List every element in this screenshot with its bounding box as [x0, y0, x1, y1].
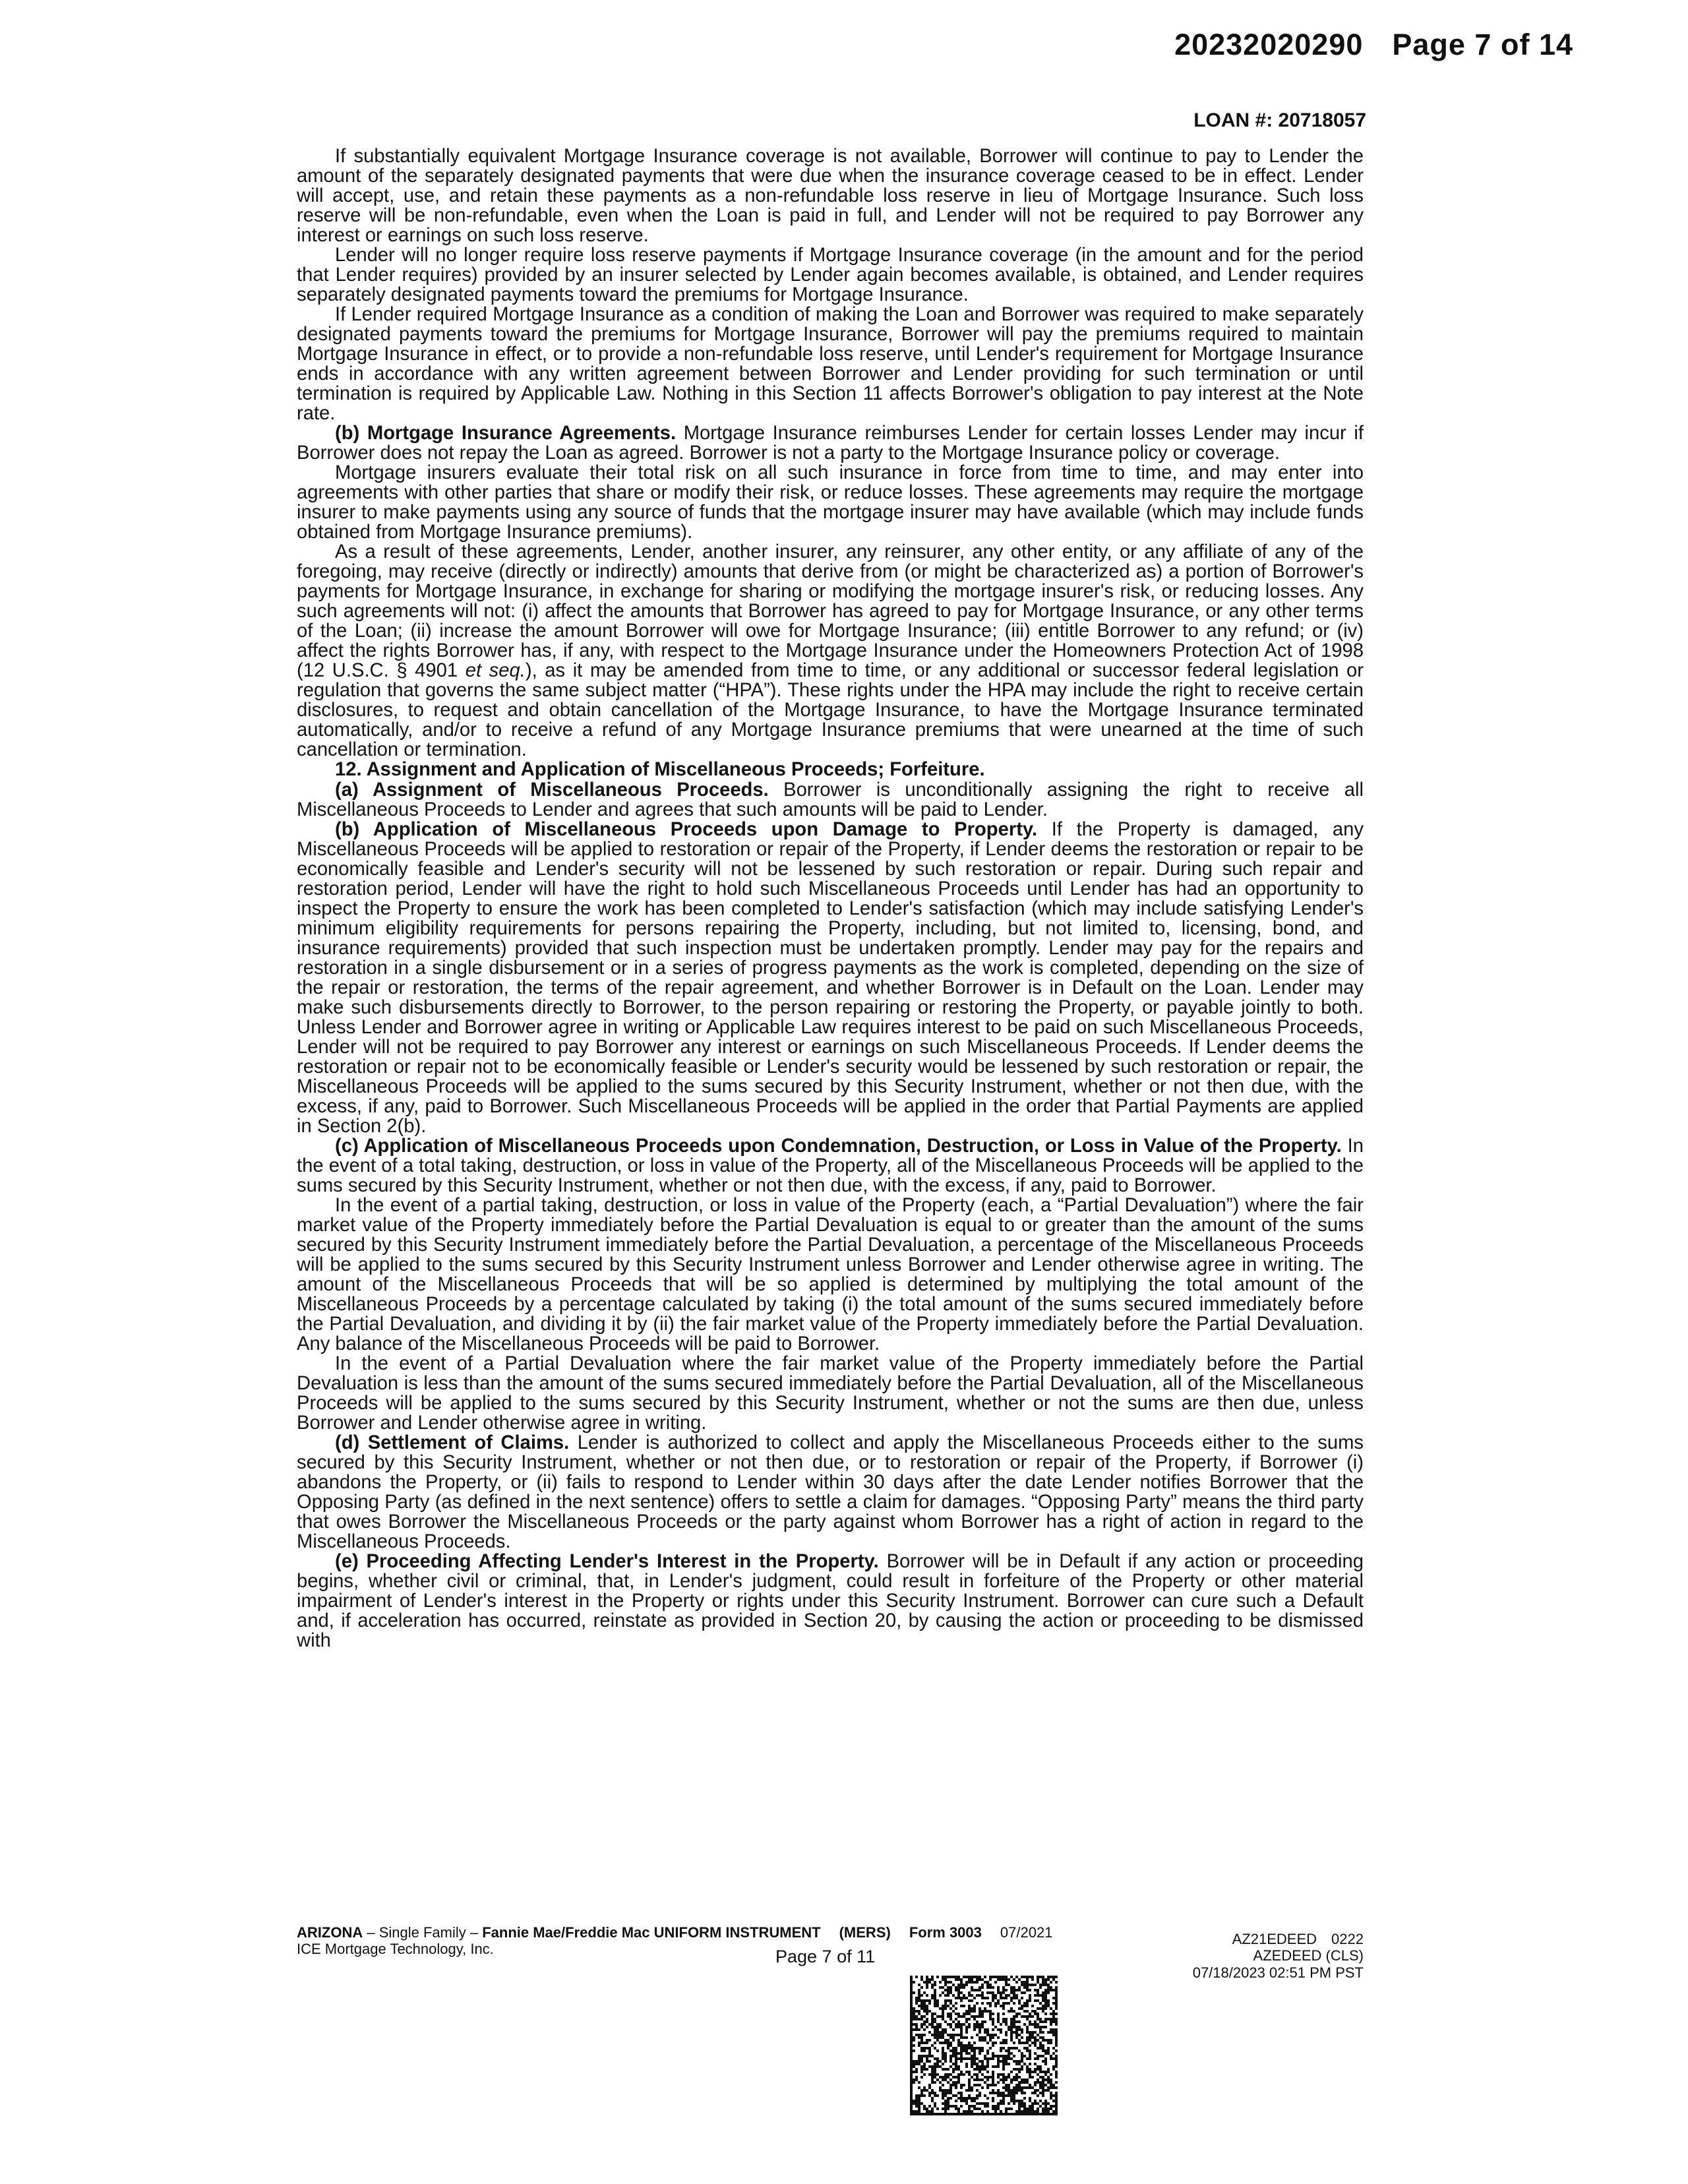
paragraph: (b) Mortgage Insurance Agreements. Mortgage Insurance reimburses Lender for certain losses Lender may incur if Borrower does not repay the Loan as agreed. Borrower is not a party to the Mortgage Insurance policy or coverage.: [297, 423, 1364, 464]
footer-page-number: Page 7 of 11: [775, 1947, 876, 1966]
section-title: 12. Assignment and Application of Miscellaneous Proceeds; Forfeiture.: [335, 759, 985, 781]
footer-code-cls: AZEDEED (CLS): [1253, 1947, 1364, 1964]
footer-company: ICE Mortgage Technology, Inc.: [297, 1941, 494, 1958]
section-heading: (b) Mortgage Insurance Agreements.: [335, 423, 677, 444]
paragraph: Mortgage insurers evaluate their total risk on all such insurance in force from time to time, and may enter into agreements with other parties that share or modify their risk, or reduce losses. These agreements may require the mortgage insurer to make payments using any source of funds that the mortgage insurer may have available (which may include funds obtained from Mortgage Insurance premiums).: [297, 462, 1364, 543]
paragraph: Lender will no longer require loss reserve payments if Mortgage Insurance coverage (in the amount and for the period that Lender requires) provided by an insurer selected by Lender again becomes available, is obtained, and Lender requires separately designated payments toward the premiums for Mortgage Insurance.: [297, 245, 1364, 306]
section-heading: (d) Settlement of Claims.: [335, 1432, 570, 1454]
footer-code-number: 0222: [1331, 1931, 1364, 1947]
paragraph: As a result of these agreements, Lender, another insurer, any reinsurer, any other entity, or any affiliate of any of the foregoing, may receive (directly or indirectly) amounts that derive from (or might be characterized as) a portion of Borrower's payments for Mortgage Insurance, in exchange for sharing or modifying the mortgage insurer's risk, or reducing losses. Any such agreements will not: (i) affect the amounts that Borrower has agreed to pay for Mortgage Insurance, or any other terms of the Loan; (ii) increase the amount Borrower will owe for Mortgage Insurance; (iii) entitle Borrower to any refund; or (iv) affect the rights Borrower has, if any, with respect to the Mortgage Insurance under the Homeowners Protection Act of 1998 (12 U.S.C. § 4901 et seq.), as it may be amended from time to time, or any additional or successor federal legislation or regulation that governs the same subject matter (“HPA”). These rights under the HPA may include the right to receive certain disclosures, to request and obtain cancellation of the Mortgage Insurance, to have the Mortgage Insurance terminated automatically, and/or to receive a refund of any Mortgage Insurance premiums that were unearned at the time of such cancellation or termination.: [297, 541, 1364, 761]
paragraph: In the event of a partial taking, destruction, or loss in value of the Property (each, a “Partial Devaluation”) where the fair market value of the Property immediately before the Partial Devaluation is equal to or greater than the amount of the sums secured by this Security Instrument immediately before the Partial Devaluation, a percentage of the Miscellaneous Proceeds will be applied to the sums secured by this Security Instrument unless Borrower and Lender otherwise agree in writing. The amount of the Miscellaneous Proceeds that will be so applied is determined by multiplying the total amount of the Miscellaneous Proceeds by a percentage calculated by taking (i) the total amount of the sums secured immediately before the Partial Devaluation, and dividing it by (ii) the fair market value of the Property immediately before the Partial Devaluation. Any balance of the Miscellaneous Proceeds will be paid to Borrower.: [297, 1194, 1364, 1354]
section-heading: (e) Proceeding Affecting Lender's Interest in the Property.: [335, 1551, 879, 1573]
section-heading: (c) Application of Miscellaneous Proceeds upon Condemnation, Destruction, or Loss in Value of the Property.: [335, 1135, 1342, 1157]
section-heading: (b) Application of Miscellaneous Proceeds upon Damage to Property.: [335, 818, 1038, 840]
footer-mers: (MERS): [839, 1924, 891, 1941]
paragraph: (a) Assignment of Miscellaneous Proceeds. Borrower is unconditionally assigning the right to receive all Miscellaneous Proceeds to Lender and agrees that such amounts will be paid to Lender.: [297, 779, 1364, 820]
footer-state: ARIZONA: [297, 1924, 363, 1941]
footer-code: AZ21EDEED: [1232, 1931, 1317, 1947]
recording-number: 20232020290: [1174, 28, 1364, 61]
paragraph: If substantially equivalent Mortgage Insurance coverage is not available, Borrower will continue to pay to Lender the amount of the separately designated payments that were due when the insurance coverage ceased to be in effect. Lender will accept, use, and retain these payments as a non-refundable loss reserve in lieu of Mortgage Insurance. Such loss reserve will be non-refundable, even when the Loan is paid in full, and Lender will not be required to pay Borrower any interest or earnings on such loss reserve.: [297, 146, 1364, 247]
barcode-icon: [910, 1976, 1058, 2115]
footer-codes: [1193, 1931, 1364, 1981]
paragraph: In the event of a Partial Devaluation where the fair market value of the Property immediately before the Partial Devaluation is less than the amount of the sums secured immediately before the Partial Devaluation, all of the Miscellaneous Proceeds will be applied to the sums secured by this Security Instrument, whether or not the sums are then due, unless Borrower and Lender otherwise agree in writing.: [297, 1352, 1364, 1434]
footer-form-number: Form 3003: [909, 1924, 982, 1941]
footer-instrument: Fannie Mae/Freddie Mac UNIFORM INSTRUMENT: [482, 1924, 821, 1941]
recording-stamp: [1174, 28, 1573, 62]
loan-number: LOAN #: 20718057: [1193, 109, 1366, 131]
paragraph: (b) Application of Miscellaneous Proceeds upon Damage to Property. If the Property is damaged, any Miscellaneous Proceeds will be applied to restoration or repair of the Property, if Lender deems the restoration or repair to be economically feasible and Lender's security will not be lessened by such restoration or repair. During such repair and restoration period, Lender will have the right to hold such Miscellaneous Proceeds until Lender has had an opportunity to inspect the Property to ensure the work has been completed to Lender's satisfaction (which may include satisfying Lender's minimum eligibility requirements for persons repairing the Property, including, but not limited to, licensing, bond, and insurance requirements) provided that such inspection must be undertaken promptly. Lender may pay for the repairs and restoration in a single disbursement or in a series of progress payments as the work is completed, depending on the size of the repair or restoration, the terms of the repair agreement, and whether Borrower is in Default on the Loan. Lender may make such disbursements directly to Borrower, to the person repairing or restoring the Property, or payable jointly to both. Unless Lender and Borrower agree in writing or Applicable Law requires interest to be paid on such Miscellaneous Proceeds, Lender will not be required to pay Borrower any interest or earnings on such Miscellaneous Proceeds. If Lender deems the restoration or repair not to be economically feasible or Lender's security would be lessened by such restoration or repair, the Miscellaneous Proceeds will be applied to the sums secured by this Security Instrument, whether or not then due, with the excess, if any, paid to Borrower. Such Miscellaneous Proceeds will be applied in the order that Partial Payments are applied in Section 2(b).: [297, 818, 1364, 1137]
paragraph: (c) Application of Miscellaneous Proceeds upon Condemnation, Destruction, or Loss in Value of the Property. In the event of a total taking, destruction, or loss in value of the Property, all of the Miscellaneous Proceeds will be applied to the sums secured by this Security Instrument, whether or not then due, with the excess, if any, paid to Borrower.: [297, 1135, 1364, 1196]
recording-page-count: Page 7 of 14: [1392, 28, 1573, 61]
footer-form-info: [297, 1924, 1052, 1958]
footer-timestamp: 07/18/2023 02:51 PM PST: [1192, 1964, 1364, 1981]
section-heading: (a) Assignment of Miscellaneous Proceeds.: [335, 779, 769, 801]
footer-form-date: 07/2021: [1000, 1924, 1053, 1941]
paragraph: (e) Proceeding Affecting Lender's Interest in the Property. Borrower will be in Default if any action or proceeding begins, whether civil or criminal, that, in Lender's judgment, could result in forfeiture of the Property or other material impairment of Lender's interest in the Property or rights under this Security Instrument. Borrower can cure such a Default and, if acceleration has occurred, reinstate as provided in Section 20, by causing the action or proceeding to be dismissed with: [297, 1551, 1364, 1652]
paragraph: (d) Settlement of Claims. Lender is authorized to collect and apply the Miscellaneous Proceeds either to the sums secured by this Security Instrument, whether or not then due, or to restoration or repair of the Property, if Borrower (i) abandons the Property, or (ii) fails to respond to Lender within 30 days after the date Lender notifies Borrower that the Opposing Party (as defined in the next sentence) offers to settle a claim for damages. “Opposing Party” means the third party that owes Borrower the Miscellaneous Proceeds or the party against whom Borrower has a right of action in regard to the Miscellaneous Proceeds.: [297, 1432, 1364, 1553]
document-body: [297, 146, 1364, 1651]
footer-form-desc: – Single Family –: [367, 1924, 479, 1941]
paragraph: If Lender required Mortgage Insurance as a condition of making the Loan and Borrower was required to make separately designated payments toward the premiums for Mortgage Insurance, Borrower will pay the premiums required to maintain Mortgage Insurance in effect, or to provide a non-refundable loss reserve, until Lender's requirement for Mortgage Insurance ends in accordance with any written agreement between Borrower and Lender providing for such termination or until termination is required by Applicable Law. Nothing in this Section 11 affects Borrower's obligation to pay interest at the Note rate.: [297, 304, 1364, 425]
